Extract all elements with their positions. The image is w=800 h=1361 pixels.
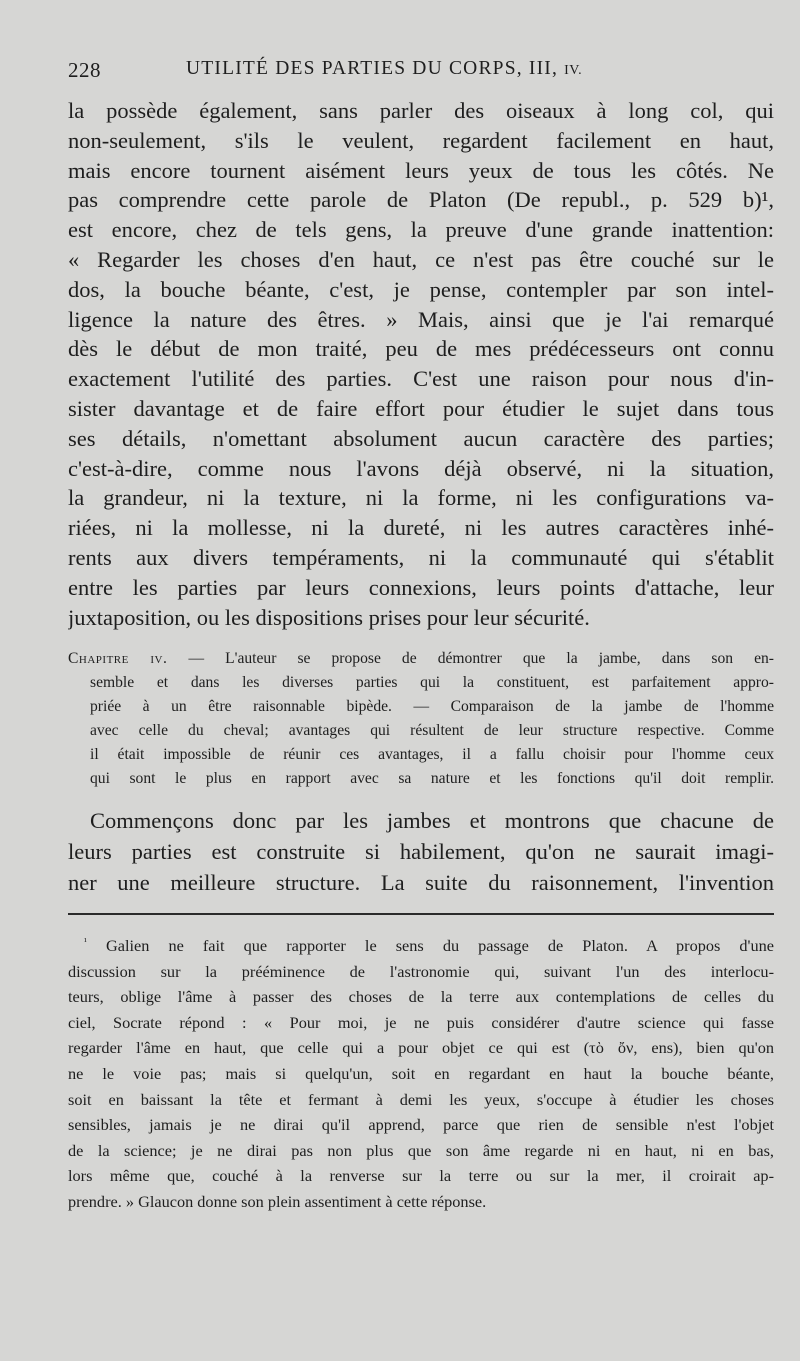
text-line: « Regarder les choses d'en haut, ce n'est pas être couché sur le (68, 246, 774, 272)
summary-line: avec celle du cheval; avantages qui résultent de leur structure respective. Comme (90, 722, 774, 740)
footnote-line (68, 933, 774, 959)
summary-line: qui sont le plus en rapport avec sa nature et les fonctions qu'il doit remplir. (90, 770, 774, 788)
footnote-line: regarder l'âme en haut, que celle qui a pour objet ce qui est (τὸ ὄν, ens), bien qu'on (68, 1038, 774, 1058)
text-line: c'est-à-dire, comme nous l'avons déjà observé, ni la situation, (68, 455, 774, 481)
footnote-line: de la science; je ne dirai pas non plus que son âme regarde ni en haut, ni en bas, (68, 1140, 774, 1160)
footnote-line: sensibles, jamais je ne dirai qu'il apprend, parce que rien de sensible n'est l'objet (68, 1115, 774, 1135)
running-title-chapter: IV. (564, 63, 583, 78)
running-header (68, 58, 738, 88)
text-line: la grandeur, ni la texture, ni la forme, ni les configurations va- (68, 485, 774, 511)
text-line: la possède également, sans parler des oiseaux à long col, qui (68, 98, 774, 123)
chapter-summary (68, 647, 774, 792)
chapter-opening (68, 805, 774, 898)
footnote-line: prendre. » Glaucon donne son plein assentiment à cette réponse. (68, 1191, 487, 1211)
chapter-label: Chapitre iv. (68, 650, 168, 667)
text-line: pas comprendre cette parole de Platon (De republ., p. 529 b)¹, (68, 187, 774, 213)
text-line: est encore, chez de tels gens, la preuve d'une grande inattention: (68, 217, 774, 243)
footnote-line: ne le voie pas; mais si quelqu'un, soit en regardant en haut la bouche béante, (68, 1063, 774, 1083)
footnote-divider (68, 913, 774, 915)
text-line: exactement l'utilité des parties. C'est une raison pour nous d'in- (68, 366, 774, 392)
text-line: mais encore tournent aisément leurs yeux de tous les côtés. Ne (68, 157, 774, 183)
text-line: rents aux divers tempéraments, ni la communauté qui s'établit (68, 544, 774, 570)
footnote-line-text: Galien ne fait que rapporter le sens du passage de Platon. A propos d'une (106, 936, 774, 955)
text-line: dès le début de mon traité, peu de mes prédécesseurs ont connu (68, 336, 774, 362)
summary-line (68, 647, 774, 671)
running-title-main: UTILITÉ DES PARTIES DU CORPS, III, (186, 58, 559, 79)
page-number: 228 (68, 58, 101, 82)
summary-line: semble et dans les diverses parties qui la constituent, est parfaitement appro- (90, 674, 774, 692)
summary-line: priée à un être raisonnable bipède. — Comparaison de la jambe de l'homme (90, 698, 774, 716)
text-line: dos, la bouche béante, c'est, je pense, contempler par son intel- (68, 276, 774, 302)
text-line: ner une meilleure structure. La suite du raisonnement, l'invention (68, 870, 774, 895)
running-title (186, 58, 582, 80)
text-line: riées, ni la mollesse, ni la dureté, ni les autres caractères inhé- (68, 515, 774, 541)
footnote-line: lors même que, couché à la renverse sur la terre ou sur la mer, il croirait ap- (68, 1166, 774, 1186)
summary-line-text: — L'auteur se propose de démontrer que la jambe, dans son en- (188, 650, 774, 667)
main-paragraph (68, 96, 774, 632)
text-line: ligence la nature des êtres. » Mais, ainsi que je l'ai remarqué (68, 306, 774, 332)
text-line: Commençons donc par les jambes et montrons que chacune de (90, 808, 774, 833)
footnote-line: ciel, Socrate répond : « Pour moi, je ne puis considérer d'autre science qui fasse (68, 1012, 774, 1032)
text-line: leurs parties est construite si habilement, qu'on ne saurait imagi- (68, 839, 774, 864)
footnote-line: discussion sur la prééminence de l'astronomie qui, suivant l'un des interlocu- (68, 961, 774, 981)
footnote-marker: ¹ (84, 936, 87, 948)
text-line: juxtaposition, ou les dispositions prises pour leur sécurité. (68, 604, 590, 630)
text-line: sister davantage et de faire effort pour étudier le sujet dans tous (68, 395, 774, 421)
summary-line: il était impossible de réunir ces avantages, il a fallu choisir pour l'homme ceux (90, 746, 774, 764)
text-line: ses détails, n'omettant absolument aucun caractère des parties; (68, 425, 774, 451)
footnote (68, 933, 774, 1215)
text-line: entre les parties par leurs connexions, leurs points d'attache, leur (68, 574, 774, 600)
footnote-line: soit en baissant la tête et fermant à demi les yeux, s'occupe à étudier les choses (68, 1089, 774, 1109)
footnote-line: teurs, oblige l'âme à passer des choses de la terre aux contemplations de celles du (68, 987, 774, 1007)
text-line: non-seulement, s'ils le veulent, regardent facilement en haut, (68, 127, 774, 153)
